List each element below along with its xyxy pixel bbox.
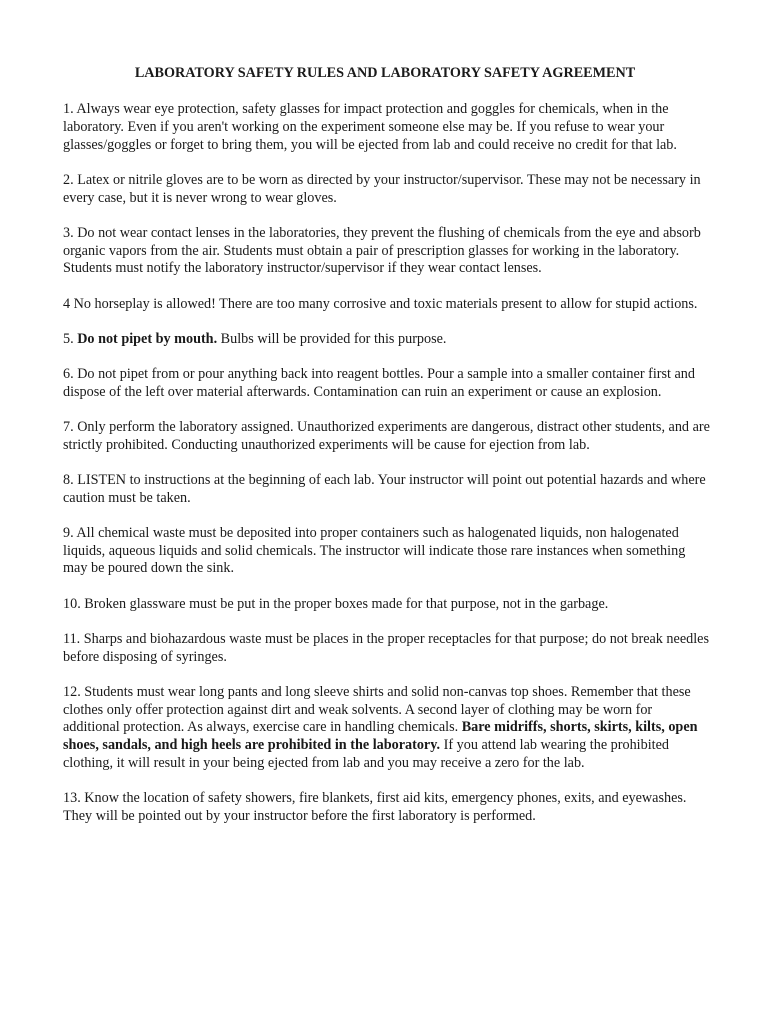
rules-list bbox=[63, 101, 711, 843]
rule-text: 9. All chemical waste must be deposited into proper containers such as halogenated liquids, non halogenated liquids, aqueous liquids and solid chemicals. The instructor will indicate those rare instances when something may be poured down the sink. bbox=[63, 524, 686, 577]
rule-text: 4 No horseplay is allowed! There are too many corrosive and toxic materials present to allow for stupid actions. bbox=[63, 295, 698, 312]
rule-text-after: Bulbs will be provided for this purpose. bbox=[217, 330, 447, 347]
rule-item-7 bbox=[63, 419, 711, 455]
rule-text: 10. Broken glassware must be put in the proper boxes made for that purpose, not in the garbage. bbox=[63, 595, 609, 612]
rule-item-13 bbox=[63, 790, 711, 826]
rule-text: 6. Do not pipet from or pour anything back into reagent bottles. Pour a sample into a smaller container first and dispose of the left over material afterwards. Contamination can ruin an experiment or cause an explosion. bbox=[63, 365, 695, 400]
rule-emphasis: Do not pipet by mouth. bbox=[77, 330, 218, 347]
rule-text: 3. Do not wear contact lenses in the laboratories, they prevent the flushing of chemicals from the eye and absorb organic vapors from the air. Students must obtain a pair of prescription glasses for working in the laboratory. Students must notify the laboratory instructor/supervisor if they wear contact lenses. bbox=[63, 224, 701, 277]
rule-text: 5. bbox=[63, 330, 78, 347]
rule-text: 13. Know the location of safety showers, fire blankets, first aid kits, emergency phones, exits, and eyewashes. They will be pointed out by your instructor before the first laboratory is performed. bbox=[63, 790, 687, 824]
rule-item-2 bbox=[63, 172, 711, 208]
document-title: LABORATORY SAFETY RULES AND LABORATORY SAFETY AGREEMENT bbox=[134, 65, 636, 81]
rule-item-12 bbox=[63, 684, 711, 773]
rule-text: 12. Students must wear long pants and long sleeve shirts and solid non-canvas top shoes. Remember that these clothes only offer protection against dirt and weak solvents. A second layer of clothing may be worn for additional protection. As always, exercise care in handling chemicals. bbox=[63, 683, 691, 736]
rule-item-5 bbox=[63, 331, 711, 349]
rule-text: 2. Latex or nitrile gloves are to be worn as directed by your instructor/supervisor. These may not be necessary in every case, but it is never wrong to wear gloves. bbox=[63, 171, 701, 206]
rule-item-6 bbox=[63, 366, 711, 402]
rule-text: 8. LISTEN to instructions at the beginning of each lab. Your instructor will point out potential hazards and where caution must be taken. bbox=[63, 471, 706, 506]
rule-text-after: If you attend lab wearing the prohibited clothing, it will result in your being ejected from lab and you may receive a zero for the lab. bbox=[63, 737, 669, 772]
rule-emphasis: Bare midriffs, shorts, skirts, kilts, open shoes, sandals, and high heels are prohibited in the laboratory. bbox=[63, 719, 698, 754]
rule-text: 11. Sharps and biohazardous waste must be places in the proper receptacles for that purpose; do not break needles before disposing of syringes. bbox=[63, 630, 709, 665]
rule-item-11 bbox=[63, 631, 711, 667]
rule-item-4 bbox=[63, 296, 711, 314]
rule-text: 1. Always wear eye protection, safety glasses for impact protection and goggles for chemicals, when in the laboratory. Even if you aren't working on the experiment someone else may be. If you refuse to wear your glasses/goggles or forget to bring them, you will be ejected from lab and could receive no credit for that lab. bbox=[63, 101, 677, 153]
rule-text: 7. Only perform the laboratory assigned. Unauthorized experiments are dangerous, distract other students, and are strictly prohibited. Conducting unauthorized experiments will be cause for ejection from lab. bbox=[63, 418, 710, 453]
rule-item-8 bbox=[63, 472, 711, 508]
rule-item-9 bbox=[63, 525, 711, 578]
rule-item-1 bbox=[63, 101, 711, 154]
rule-item-10 bbox=[63, 596, 711, 614]
rule-item-3 bbox=[63, 225, 711, 278]
